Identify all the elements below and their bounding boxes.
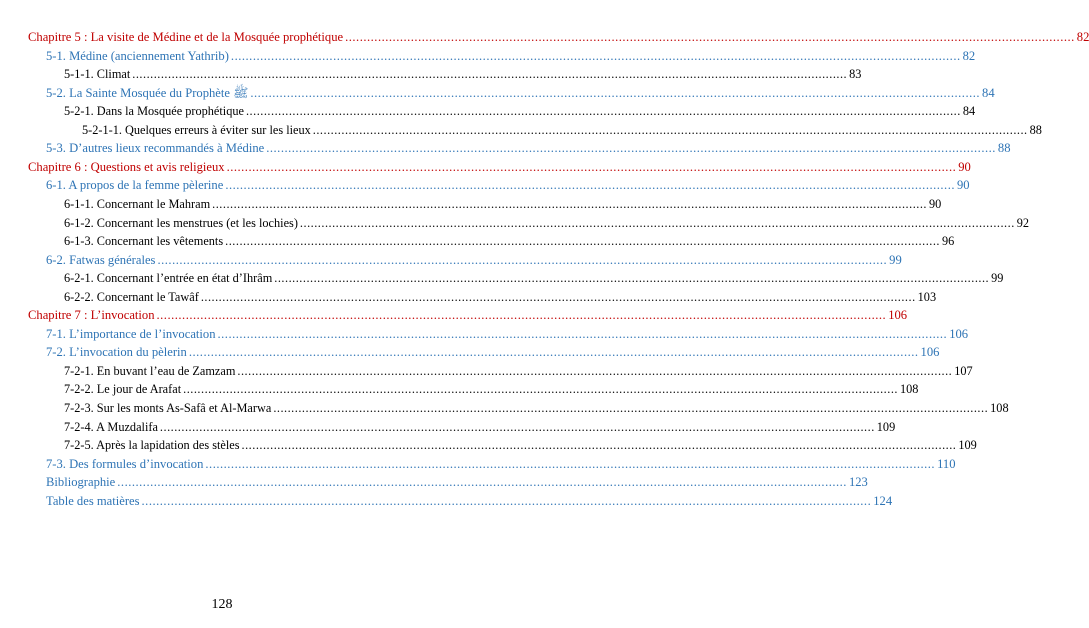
dot-leader: ........................................................................................................................................................................................................: [245, 104, 961, 119]
dot-leader: ........................................................................................................................................................................................................: [225, 178, 955, 193]
toc-entry-chapter[interactable]: [28, 158, 971, 177]
dot-leader: ........................................................................................................................................................................................................: [226, 159, 957, 174]
toc-entry-label: 6-1-3. Concernant les vêtements: [64, 234, 224, 249]
toc-entry-page: 106: [920, 345, 940, 360]
dot-leader: ........................................................................................................................................................................................................: [117, 475, 847, 490]
toc-entry-label: 7-2-3. Sur les monts As-Safâ et Al-Marwa: [64, 401, 272, 415]
toc-entry-page: 109: [876, 419, 896, 434]
dot-leader: ........................................................................................................................................................................................................: [345, 30, 1075, 44]
toc-entry-page: 103: [917, 289, 937, 304]
toc-entry-label: 7-2. L’invocation du pèlerin: [46, 345, 187, 360]
toc-entry-page: 124: [873, 493, 893, 508]
toc-entry-sub[interactable]: [64, 214, 1030, 233]
toc-entry-label: 5-2-1. Dans la Mosquée prophétique: [64, 104, 244, 119]
toc-entry-section[interactable]: [46, 473, 868, 492]
toc-entry-sub[interactable]: [64, 399, 1009, 418]
toc-entry-sub[interactable]: [64, 269, 1004, 288]
dot-leader: ........................................................................................................................................................................................................: [274, 271, 990, 286]
dot-leader: ........................................................................................................................................................................................................: [212, 196, 927, 211]
toc-entry-page: 96: [941, 234, 955, 249]
toc-entry-sub[interactable]: [64, 288, 937, 307]
dot-leader: ........................................................................................................................................................................................................: [188, 345, 919, 360]
toc-entry-section[interactable]: [46, 492, 893, 511]
dot-leader: ........................................................................................................................................................................................................: [205, 456, 936, 471]
dot-leader: ........................................................................................................................................................................................................: [266, 141, 996, 156]
toc-entry-label: 6-1. A propos de la femme pèlerine: [46, 178, 224, 193]
toc-entry-label: 7-2-4. A Muzdalifa: [64, 419, 158, 434]
toc-entry-sub[interactable]: [64, 65, 862, 84]
dot-leader: ........................................................................................................................................................................................................: [157, 252, 888, 267]
dot-leader: ........................................................................................................................................................................................................: [141, 493, 872, 508]
toc-entry-sub[interactable]: [64, 102, 976, 121]
toc-entry-page: 99: [889, 252, 902, 267]
toc-entry-label: 7-2-1. En buvant l’eau de Zamzam: [64, 363, 236, 378]
toc-entry-page: 88: [997, 141, 1011, 156]
toc-entry-chapter[interactable]: [28, 28, 1089, 47]
toc-entry-sub[interactable]: [64, 232, 955, 251]
toc-entry-page: 90: [958, 159, 971, 174]
toc-entry-label: 7-1. L’importance de l’invocation: [46, 326, 216, 341]
toc-entry-label: 5-1. Médine (anciennement Yathrib): [46, 48, 229, 63]
dot-leader: ........................................................................................................................................................................................................: [183, 382, 898, 397]
dot-leader: ........................................................................................................................................................................................................: [225, 234, 940, 249]
toc-entry-page: 90: [929, 196, 942, 211]
toc-entry-section[interactable]: [46, 325, 969, 344]
toc-entry-label: 6-2. Fatwas générales: [46, 252, 156, 267]
toc-entry-page: 83: [849, 67, 862, 82]
dot-leader: ........................................................................................................................................................................................................: [230, 48, 961, 63]
toc-entry-section[interactable]: [46, 455, 956, 474]
toc-entry-section[interactable]: [46, 47, 976, 66]
toc-entry-sub[interactable]: [64, 362, 973, 381]
toc-entry-page: 110: [937, 456, 956, 471]
toc-entry-label: 5-1-1. Climat: [64, 67, 131, 82]
toc-entry-page: 88: [1029, 122, 1042, 137]
toc-entry-page: 84: [962, 104, 976, 119]
toc-entry-section[interactable]: [46, 84, 995, 103]
toc-entry-section[interactable]: [46, 139, 1011, 158]
toc-entry-page: 99: [991, 271, 1004, 286]
toc-entry-label: Table des matières: [46, 493, 140, 508]
dot-leader: ........................................................................................................................................................................................................: [273, 401, 989, 415]
toc-entry-section[interactable]: [46, 343, 940, 362]
dot-leader: ........................................................................................................................................................................................................: [159, 419, 875, 434]
toc-entry-subsub[interactable]: [82, 121, 1042, 140]
dot-leader: ........................................................................................................................................................................................................: [312, 122, 1028, 137]
toc-entry-label: 7-2-5. Après la lapidation des stèles: [64, 438, 240, 453]
toc-entry-sub[interactable]: [64, 195, 942, 214]
dot-leader: ........................................................................................................................................................................................................: [217, 326, 948, 341]
toc-entry-label: Bibliographie: [46, 475, 116, 490]
toc-entry-label: 6-2-2. Concernant le Tawâf: [64, 289, 199, 304]
toc-entry-label: 6-1-1. Concernant le Mahram: [64, 196, 211, 211]
toc-entry-label: 5-3. D’autres lieux recommandés à Médine: [46, 141, 265, 156]
toc-entry-label: Chapitre 5 : La visite de Médine et de la Mosquée prophétique: [28, 30, 344, 44]
toc-entry-page: 82: [962, 48, 976, 63]
page-number: 128: [211, 597, 233, 612]
toc-entry-page: 123: [848, 475, 868, 490]
toc-entry-label: 5-2-1-1. Quelques erreurs à éviter sur les lieux: [82, 122, 311, 137]
toc-entry-label: 6-2-1. Concernant l’entrée en état d’Ihrâm: [64, 271, 273, 286]
toc-entry-label: 7-2-2. Le jour de Arafat: [64, 382, 182, 397]
toc-entry-page: 107: [954, 363, 973, 378]
toc-entry-chapter[interactable]: [28, 306, 908, 325]
dot-leader: ........................................................................................................................................................................................................: [299, 215, 1015, 230]
toc-entry-sub[interactable]: [64, 380, 919, 399]
toc-entry-page: 109: [958, 438, 977, 453]
toc-entry-label: Chapitre 6 : Questions et avis religieux: [28, 159, 225, 174]
toc-entry-page: 82: [1076, 30, 1089, 44]
toc-entry-page: 92: [1016, 215, 1030, 230]
toc-entry-section[interactable]: [46, 251, 902, 270]
toc-entry-sub[interactable]: [64, 436, 977, 455]
toc-entry-section[interactable]: [46, 176, 970, 195]
dot-leader: ........................................................................................................................................................................................................: [250, 85, 981, 100]
dot-leader: ........................................................................................................................................................................................................: [237, 363, 953, 378]
toc-entry-page: 108: [899, 382, 919, 397]
toc-entry-label: 5-2. La Sainte Mosquée du Prophète ﷺ: [46, 85, 249, 100]
toc-entry-page: 90: [957, 178, 970, 193]
toc-entry-sub[interactable]: [64, 418, 896, 437]
toc-entry-page: 108: [990, 401, 1009, 415]
toc-entry-label: 6-1-2. Concernant les menstrues (et les lochies): [64, 215, 298, 230]
dot-leader: ........................................................................................................................................................................................................: [156, 308, 887, 323]
toc-entry-page: 106: [949, 326, 969, 341]
toc-entry-label: Chapitre 7 : L’invocation: [28, 308, 155, 323]
dot-leader: ........................................................................................................................................................................................................: [241, 438, 957, 453]
toc-entry-page: 106: [888, 308, 908, 323]
dot-leader: ........................................................................................................................................................................................................: [200, 289, 916, 304]
dot-leader: ........................................................................................................................................................................................................: [132, 67, 848, 82]
toc-entry-page: 84: [982, 85, 995, 100]
toc-entry-label: 7-3. Des formules d’invocation: [46, 456, 204, 471]
